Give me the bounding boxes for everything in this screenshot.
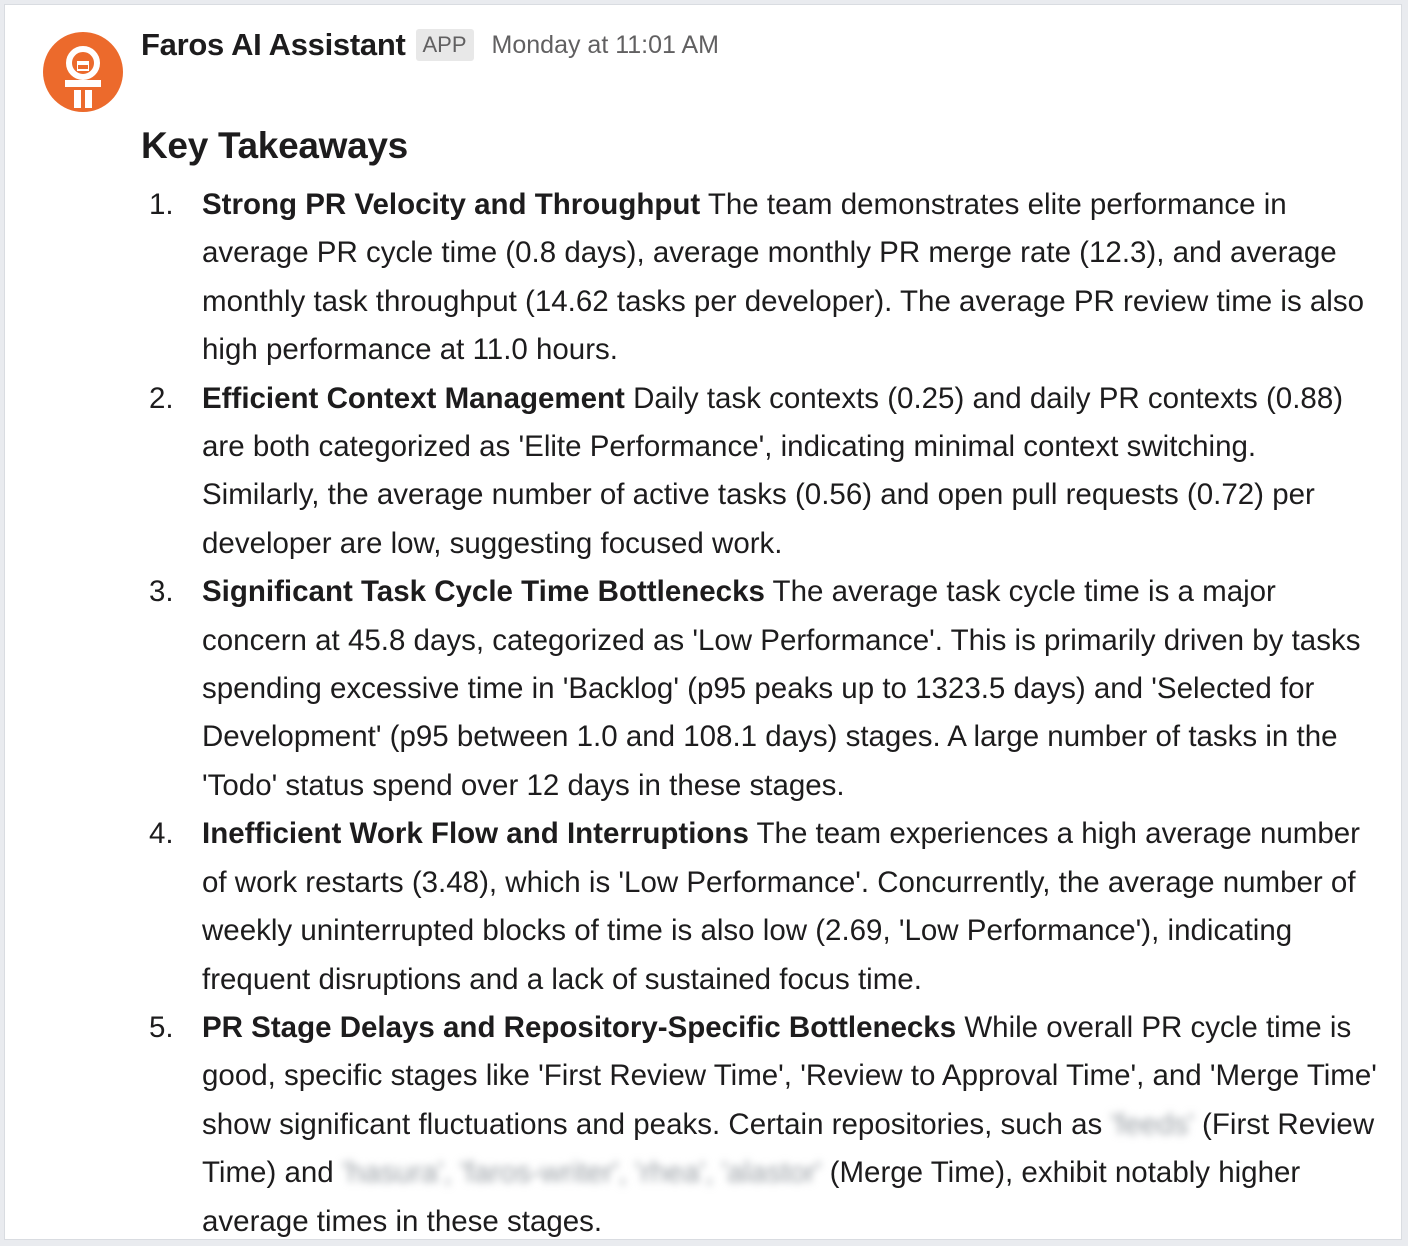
- bot-avatar[interactable]: [43, 32, 123, 112]
- item-heading: Strong PR Velocity and Throughput: [202, 188, 701, 221]
- item-text: (Merge Time), exhibit notably higher average times in these stages.: [202, 1156, 1301, 1238]
- list-number: 2.: [149, 381, 174, 415]
- item-text: Daily task contexts (0.25) and daily PR contexts (0.88) are both categorized as 'Elite Performance', indicating minimal context switching. Similarly, the average number of active tasks (0.56) and open pull requests (0.72) per developer are low, suggesting focused work.: [202, 381, 1344, 560]
- list-item: [145, 1004, 1380, 1246]
- item-heading: PR Stage Delays and Repository-Specific Bottlenecks: [202, 1010, 957, 1044]
- redacted-repo-names: 'hasura', 'faros-writer', 'rhea', 'alastor': [341, 1156, 822, 1190]
- lighthouse-icon: [43, 32, 123, 112]
- list-number: 4.: [149, 817, 174, 851]
- message-header: [141, 27, 719, 63]
- list-item: [145, 810, 1380, 1004]
- item-text: The team demonstrates elite performance in average PR cycle time (0.8 days), average monthly PR merge rate (12.3), and average monthly task throughput (14.62 tasks per developer). The average PR review time is also high performance at 11.0 hours.: [202, 188, 1365, 367]
- item-heading: Significant Task Cycle Time Bottlenecks: [202, 575, 765, 609]
- item-text: While overall PR cycle time is good, specific stages like 'First Review Time', 'Review to Approval Time', and 'Merge Time' show significant fluctuations and peaks. Certain repositories, such as: [202, 1010, 1377, 1141]
- sender-name[interactable]: Faros AI Assistant: [141, 27, 406, 62]
- list-number: 1.: [149, 188, 174, 221]
- app-badge: APP: [416, 29, 474, 61]
- section-title: Key Takeaways: [141, 125, 408, 166]
- item-text: (First Review Time) and: [202, 1107, 1375, 1190]
- takeaways-list: [145, 181, 1380, 1246]
- list-number: 5.: [149, 1010, 174, 1044]
- redacted-repo-name: 'feeds': [1110, 1107, 1194, 1141]
- item-text: The team experiences a high average number of work restarts (3.48), which is 'Low Performance'. Concurrently, the average number of weekly uninterrupted blocks of time is also low (2.69, 'Low Performance'), indicating frequent disruptions and a lack of sustained focus time.: [202, 817, 1360, 996]
- item-text: The average task cycle time is a major concern at 45.8 days, categorized as 'Low Performance'. This is primarily driven by tasks spending excessive time in 'Backlog' (p95 peaks up to 1323.5 days) and 'Selected for Development' (p95 between 1.0 and 108.1 days) stages. A large number of tasks in the 'Todo' status spend over 12 days in these stages.: [202, 575, 1361, 802]
- message-card: [4, 4, 1402, 1240]
- list-item: [145, 181, 1380, 375]
- list-number: 3.: [149, 575, 174, 609]
- list-item: [145, 568, 1380, 810]
- item-heading: Efficient Context Management: [202, 381, 625, 415]
- list-item: [145, 375, 1380, 569]
- item-heading: Inefficient Work Flow and Interruptions: [202, 817, 749, 851]
- message-timestamp[interactable]: Monday at 11:01 AM: [491, 30, 719, 59]
